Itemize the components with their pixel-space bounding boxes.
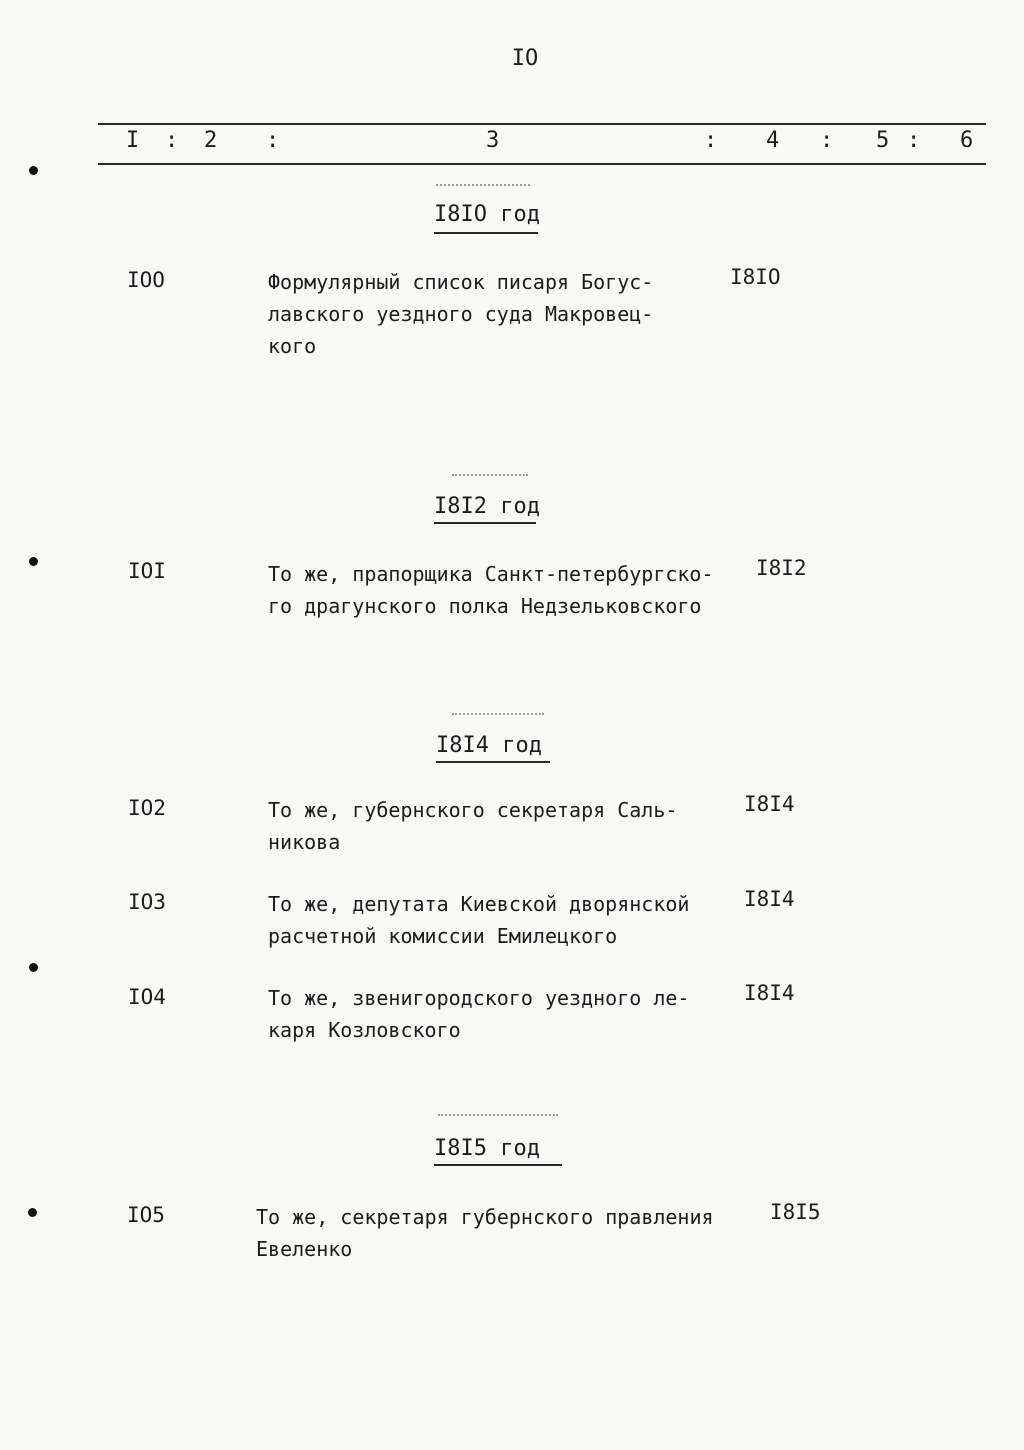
entry-date: I8I4 [744, 792, 795, 816]
entry-number: IO4 [128, 985, 166, 1009]
entry-date: I8I4 [744, 981, 795, 1005]
year-heading: I8IO год [434, 202, 540, 227]
column-header-5: 5 [876, 128, 890, 153]
entry-description: То же, прапорщика Санкт-петербургско- го драгунского полка Недзельковского [268, 562, 714, 618]
column-header-3: 3 [486, 128, 500, 153]
column-separator: : [165, 128, 179, 153]
binder-hole-mark [28, 1208, 37, 1217]
entry-description: То же, секретаря губернского правления Евеленко [256, 1205, 714, 1261]
column-header-4: 4 [766, 128, 780, 153]
year-heading: I8I5 год [434, 1136, 540, 1161]
header-bottom-rule [98, 163, 986, 165]
header-top-rule [98, 123, 986, 125]
column-header-6: 6 [960, 128, 974, 153]
entry-number: IOO [127, 268, 165, 292]
column-separator: : [266, 128, 280, 153]
year-heading-underline [434, 522, 536, 524]
year-heading: I8I4 год [436, 733, 542, 758]
entry-number: IO2 [128, 796, 166, 820]
binder-hole-mark [29, 557, 38, 566]
year-heading-underline [434, 1164, 562, 1166]
column-header-1: I [126, 128, 140, 153]
page-number: IO [511, 46, 539, 71]
year-heading-underline [436, 761, 550, 763]
entry-number: IO5 [127, 1203, 165, 1227]
dotted-separator [436, 184, 530, 186]
column-header-2: 2 [204, 128, 218, 153]
binder-hole-mark [29, 166, 38, 175]
dotted-separator [452, 474, 528, 476]
entry-date: I8I5 [770, 1200, 821, 1224]
entry-date: I8IO [730, 265, 781, 289]
entry-description: Формулярный список писаря Богус- лавского уездного суда Макровец- кого [268, 270, 654, 358]
entry-date: I8I4 [744, 887, 795, 911]
binder-hole-mark [29, 963, 38, 972]
entry-number: IO3 [128, 890, 166, 914]
entry-description: То же, губернского секретаря Саль- никова [268, 798, 678, 854]
dotted-separator [438, 1114, 558, 1116]
column-separator: : [704, 128, 718, 153]
year-heading: I8I2 год [434, 494, 540, 519]
entry-date: I8I2 [756, 556, 807, 580]
entry-description: То же, звенигородского уездного ле- каря Козловского [268, 986, 690, 1042]
entry-number: IOI [128, 559, 166, 583]
column-separator: : [907, 128, 921, 153]
year-heading-underline [434, 232, 538, 234]
entry-description: То же, депутата Киевской дворянской расчетной комиссии Емилецкого [268, 892, 690, 948]
column-separator: : [820, 128, 834, 153]
dotted-separator [452, 713, 544, 715]
